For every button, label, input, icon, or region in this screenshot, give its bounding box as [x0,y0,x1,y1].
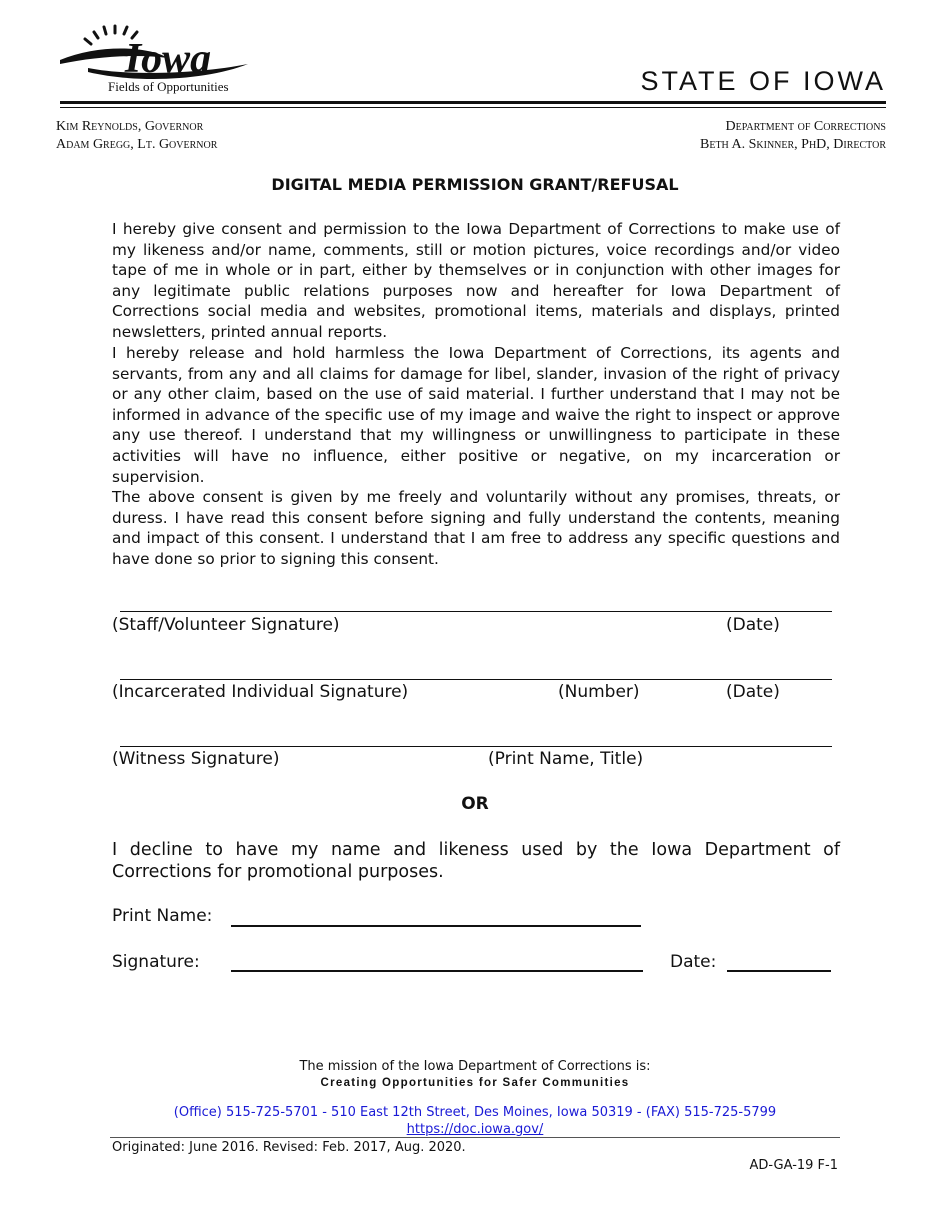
header-rule-thick [60,101,886,104]
signature-field[interactable] [231,970,643,972]
mission-motto: Creating Opportunities for Safer Communities [320,1077,630,1089]
incarcerated-signature-line[interactable] [120,679,832,680]
logo-tagline: Fields of Opportunities [108,79,229,94]
iowa-logo [58,24,258,98]
or-separator: OR [461,794,489,814]
state-title: STATE OF IOWA [640,66,886,96]
print-name-label: Print Name: [112,906,213,926]
voluntary-paragraph: The above consent is given by me freely and voluntarily without any promises, threats, or duress. I have read this consent before signing and fully understand the contents, meaning and impact of this consent. I understand that I am free to address any specific questions and have done so prior to signing this consent. [112,488,840,568]
staff-date-label: (Date) [726,615,780,635]
witness-signature-label: (Witness Signature) [112,749,280,769]
incarcerated-signature-label: (Incarcerated Individual Signature) [112,682,409,702]
footer-rule [110,1137,840,1138]
number-label: (Number) [558,682,640,702]
header-department [700,118,886,154]
date-field-label: Date: [670,952,717,972]
staff-signature-line[interactable] [120,611,832,612]
mission-intro: The mission of the Iowa Department of Corrections is: [299,1059,651,1074]
director: Beth A. Skinner, PhD, Director [700,137,886,152]
consent-paragraph: I hereby give consent and permission to the Iowa Department of Corrections to make use of my likeness and/or name, comments, still or motion pictures, voice recordings and/or video tape of me in whole or in part, either by themselves or in conjunction with other images for any legitimate public relations purposes now and hereafter for Iowa Department of Corrections social media and websites, promotional items, materials and displays, printed newsletters, printed annual reports. [112,220,840,341]
header-officials [56,118,217,154]
witness-signature-line[interactable] [120,746,832,747]
print-name-title-label: (Print Name, Title) [488,749,644,769]
signature-label: Signature: [112,952,200,972]
website-link[interactable]: https://doc.iowa.gov/ [406,1122,544,1137]
revision-history: Originated: June 2016. Revised: Feb. 2017, Aug. 2020. [112,1140,466,1155]
date-field[interactable] [727,970,831,972]
department-name: Department of Corrections [725,119,886,134]
decline-statement: I decline to have my name and likeness used by the Iowa Department of Corrections for promotional purposes. [112,840,840,882]
incarcerated-date-label: (Date) [726,682,780,702]
governor: Kim Reynolds, Governor [56,119,204,134]
mission-statement [0,1059,950,1091]
staff-signature-label: (Staff/Volunteer Signature) [112,615,340,635]
contact-line: (Office) 515-725-5701 - 510 East 12th Street, Des Moines, Iowa 50319 - (FAX) 515-725-5799 [173,1105,777,1120]
form-title: DIGITAL MEDIA PERMISSION GRANT/REFUSAL [271,175,679,194]
print-name-field[interactable] [231,925,641,927]
form-number: AD-GA-19 F-1 [749,1158,838,1173]
header-rule-thin [60,107,886,108]
lt-governor: Adam Gregg, Lt. Governor [56,137,218,152]
svg-text:Iowa: Iowa [124,36,212,82]
release-paragraph: I hereby release and hold harmless the Iowa Department of Corrections, its agents and servants, from any and all claims for damage for libel, slander, invasion of the right of privacy or any other claim, based on the use of said material. I further understand that I may not be informed in advance of the specific use of my image and waive the right to inspect or approve any use thereof. I understand that my willingness or unwillingness to participate in these activities will have no influence, either positive or negative, on my incarceration or supervision. [112,344,840,486]
contact-info [0,1104,950,1138]
